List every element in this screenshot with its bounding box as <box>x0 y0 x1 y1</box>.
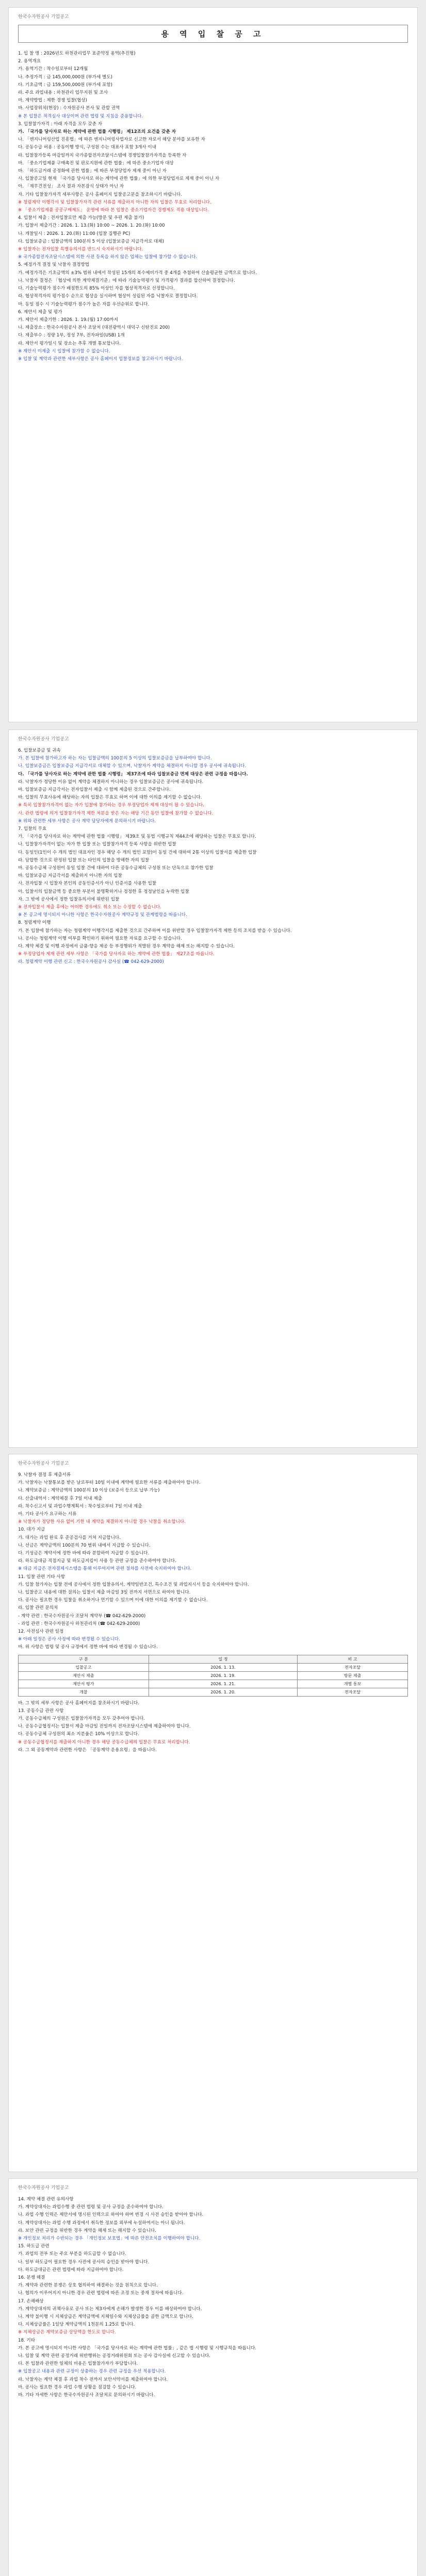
notice-line: 가. 대가는 과업 완료 후 준공검사를 거쳐 지급합니다. <box>18 1535 121 1540</box>
notice-line: 가. 낙찰자는 낙찰통보를 받은 날로부터 10일 이내에 계약에 필요한 서류를 제출하여야 합니다. <box>18 1480 201 1486</box>
notice-line: 9. 낙찰자 결정 후 제출서류 <box>18 1472 71 1478</box>
notice-line: 다. 본 입찰과 관련한 일체의 비용은 입찰참가자가 부담합니다. <box>18 2361 138 2367</box>
notice-line: 라. 낙찰자는 계약 체결 후 과업 착수 전까지 보안서약서를 제출하여야 합니다. <box>18 2377 168 2382</box>
notice-line: 나. 협의가 이루어지지 아니한 경우 관련 법령에 따른 조정 또는 중재 절차에 따릅니다. <box>18 2291 184 2296</box>
notice-line: 바. 입찰보증금 지급각서를 제출하지 아니한 자의 입찰 <box>18 873 122 879</box>
notice-line: 라. 제안서 평가일시 및 장소는 추후 개별 통보합니다. <box>18 341 121 346</box>
table-row <box>19 1663 408 1671</box>
notice-line: 가. 「국가를 당사자로 하는 계약에 관한 법률 시행령」 제12조의 요건을 갖춘 자 <box>18 129 176 135</box>
notice-line: 나. 입찰보증금은 입찰보증금 지급각서로 대체할 수 있으며, 낙찰자가 계약을 체결하지 아니할 경우 공사에 귀속됩니다. <box>18 764 247 769</box>
notice-line: 다. 기성금은 계약서에 정한 바에 따라 분할하여 지급할 수 있습니다. <box>18 1551 150 1556</box>
table-header: 구 분 <box>19 1655 149 1663</box>
notice-line: 가. 예정가격은 기초금액의 ±3% 범위 내에서 작성된 15개의 복수예비가격 중 4개를 추첨하여 산술평균한 금액으로 합니다. <box>18 270 257 276</box>
notice-line: 다. 공동수급체 구성원의 최소 지분율은 10% 이상으로 합니다. <box>18 1732 139 1737</box>
notice-line: 나. 「엔지니어링산업 진흥법」에 따른 엔지니어링사업자로 신고한 자로서 해당 분야를 보유한 자 <box>18 137 205 143</box>
notice-line: 바. 입찰의 무효사유에 해당하는 자의 입찰은 무효로 하며 이에 대한 이의를 제기할 수 없습니다. <box>18 795 202 801</box>
notice-line: 나. 계약 불이행 시 지체상금은 계약금액에 지체일수와 지체상금률을 곱한 금액으로 합니다. <box>18 2314 193 2320</box>
notice-line: 바. 기타 자세한 사항은 한국수자원공사 조달처로 문의하시기 바랍니다. <box>18 2393 155 2398</box>
notice-line: 라. 입찰참가등록 마감일까지 국가종합전자조달시스템에 경쟁입찰참가자격을 등록한 자 <box>18 152 187 158</box>
notice-line: ※ 입찰 및 계약과 관련한 세부사항은 공사 홈페이지 입찰정보를 참고하시기 바랍니다. <box>18 356 183 362</box>
notice-line: 바. 「하도급거래 공정화에 관한 법률」에 따른 부정당업자 제재 중이 아닌 자 <box>18 168 167 174</box>
notice-line: 가. 본 공고에 명시되지 아니한 사항은 「국가를 당사자로 하는 계약에 관한 법률」, 같은 법 시행령 및 시행규칙을 따릅니다. <box>18 2345 256 2351</box>
notice-line: 바. 그 밖의 세부 사항은 공사 홈페이지를 참조하시기 바랍니다. <box>18 1700 139 1706</box>
notice-line: 라. 입찰 관련 문의처 <box>18 1605 58 1611</box>
notice-line: 7. 입찰의 무효 <box>18 826 47 832</box>
notice-line: 가. 계약과 관련한 분쟁은 상호 협의하여 해결하는 것을 원칙으로 합니다. <box>18 2283 158 2289</box>
notice-page-1 <box>8 7 418 722</box>
notice-line: 라. 착수신고서 및 과업수행계획서 : 착수일로부터 7일 이내 제출 <box>18 1503 142 1509</box>
notice-line: 17. 손해배상 <box>18 2298 44 2304</box>
notice-line: 다. 산출내역서 : 계약체결 후 7일 이내 제출 <box>18 1496 103 1501</box>
notice-line: 다. 「국가를 당사자로 하는 계약에 관한 법률 시행령」 제37조에 따라 입찰보증금 면제 대상은 관련 규정을 따릅니다. <box>18 771 248 777</box>
notice-line: ※ 대금 지급은 전자결제시스템을 통해 이루어지며 관련 절차를 사전에 숙지하여야 합니다. <box>18 1566 192 1572</box>
notice-line: 자. 그 밖에 공사에서 정한 입찰유의서에 위반된 입찰 <box>18 896 120 902</box>
notice-line: 가. 본 입찰에 참가하는 자는 청렴계약 이행각서를 제출한 것으로 간주하며 이를 위반할 경우 입찰참가자격 제한 등의 조치를 받을 수 있습니다. <box>18 928 292 934</box>
notice-line: 15. 하도급 관련 <box>18 2244 50 2249</box>
notice-line: 라. 담합한 것으로 판정된 입찰 또는 타인의 입찰을 방해한 자의 입찰 <box>18 857 150 863</box>
notice-line: 가. 본 입찰에 참가하고자 하는 자는 입찰금액의 100분의 5 이상의 입찰보증금을 납부하여야 합니다. <box>18 756 212 761</box>
notice-line: 다. 기초금액 : 금 159,500,000원 (부가세 포함) <box>18 82 113 88</box>
notice-line: - 과업 관련 : 한국수자원공사 하천관리처 (☎ 042-629-2000) <box>18 1621 140 1626</box>
table-cell: 전자조달 <box>298 1663 408 1671</box>
notice-line: 라. 그 외 공동계약과 관련한 사항은 「공동계약 운용요령」을 따릅니다. <box>18 1747 157 1753</box>
notice-line: 6. 제안서 제출 및 평가 <box>18 309 62 315</box>
notice-line: ※ 개인정보 처리가 수반되는 경우 「개인정보 보호법」에 따른 안전조치를 이행하여야 합니다. <box>18 2236 201 2242</box>
table-header: 비 고 <box>298 1655 408 1663</box>
notice-line: 가. 용역기간 : 착수일로부터 12개월 <box>18 66 88 72</box>
notice-line: 가. 계약상대자의 귀책사유로 공사 또는 제3자에게 손해가 발생한 경우 이를 배상하여야 합니다. <box>18 2306 202 2312</box>
table-cell: 2026. 1. 21. <box>149 1680 298 1688</box>
notice-line: 2. 용역개요 <box>18 59 41 64</box>
notice-line: 다. 공동수급 허용 : 공동이행 방식, 구성원 수는 대표사 포함 3개사 이내 <box>18 145 157 150</box>
notice-line: 다. 지체상금률은 1일당 계약금액의 1천분의 1.25로 합니다. <box>18 2322 135 2328</box>
notice-line: ※ 아래 일정은 공사 사정에 따라 변경될 수 있습니다. <box>18 1637 120 1642</box>
notice-body <box>18 2196 408 2399</box>
notice-line: 마. 입찰보증금 지급각서는 전자입찰서 제출 시 함께 제출된 것으로 간주합니다. <box>18 787 171 793</box>
notice-line: 다. 하도급대금은 관련 법령에 따라 지급하여야 합니다. <box>18 2267 124 2273</box>
table-header: 일 정 <box>149 1655 298 1663</box>
table-cell: 2026. 1. 19. <box>149 1671 298 1680</box>
notice-line: 나. 낙찰자 결정은 「협상에 의한 계약체결기준」에 따라 기술능력평가 및 가격평가 결과를 합산하여 결정합니다. <box>18 278 235 283</box>
notice-body <box>18 747 408 967</box>
notice-line: ※ 국가종합전자조달시스템에 의한 사전 등록을 하지 않은 업체는 입찰에 참가할 수 없습니다. <box>18 255 198 260</box>
notice-line: ※ 입찰자는 전자입찰 특별유의서를 반드시 숙지하시기 바랍니다. <box>18 247 143 252</box>
notice-line: 다. 입찰보증금 : 입찰금액의 100분의 5 이상 (입찰보증금 지급각서로 대체) <box>18 239 164 244</box>
notice-line: 가. 입찰 참가자는 입찰 전에 공사에서 정한 입찰유의서, 계약일반조건, 특수조건 및 과업지시서 등을 숙지하여야 합니다. <box>18 1582 249 1587</box>
notice-body <box>18 50 408 363</box>
notice-line: 나. 일부 하도급이 필요한 경우 사전에 공사의 승인을 받아야 합니다. <box>18 2259 150 2265</box>
notice-line: 나. 입찰참가자격이 없는 자가 한 입찰 또는 입찰참가자격 등록 사항을 위반한 입찰 <box>18 842 176 848</box>
table-row <box>19 1688 408 1696</box>
notice-line: 나. 입찰공고 내용에 대한 질의는 입찰서 제출 마감일 3일 전까지 서면으로 하여야 합니다. <box>18 1590 191 1596</box>
notice-line: ※ 부정당업자 제재 관련 세부 사항은 「국가를 당사자로 하는 계약에 관한 법률」 제27조를 따릅니다. <box>18 952 215 957</box>
notice-line: ※ 제안서 미제출 시 입찰에 참가할 수 없습니다. <box>18 348 110 354</box>
org-line: 한국수자원공사 기업공고 <box>18 1461 69 1466</box>
notice-line: 8. 청렴계약 이행 <box>18 920 51 926</box>
notice-line: 다. 계약상대자는 과업 수행 과정에서 취득한 정보를 외부에 누설하여서는 아니 됩니다. <box>18 2220 185 2226</box>
notice-line: 1. 입 찰 명 : 2026년도 하천관리업무 표준약정 용역(추진형) <box>18 51 136 56</box>
notice-line: 가. 입찰서 제출기간 : 2026. 1. 13.(화) 10:00 ~ 2026. 1. 20.(화) 10:00 <box>18 223 165 229</box>
notice-line: 라. 보안 관련 규정을 위반한 경우 계약을 해제 또는 해지할 수 있습니다. <box>18 2228 156 2233</box>
notice-line: 6. 입찰보증금 및 귀속 <box>18 748 61 753</box>
notice-body <box>18 1471 408 1754</box>
notice-line: 나. 입찰 및 계약 관련 공정거래 위반행위는 공정거래위원회 또는 공사 감사실에 신고할 수 있습니다. <box>18 2353 211 2359</box>
notice-line: 라. 협상적격자의 평가점수 순으로 협상을 실시하며 협상이 성립된 자를 낙찰자로 결정합니다. <box>18 294 198 299</box>
notice-line: 나. 선금은 계약금액의 100분의 70 범위 내에서 지급할 수 있습니다. <box>18 1543 151 1548</box>
table-cell: 입찰공고 <box>19 1663 149 1671</box>
table-cell: 2026. 1. 13. <box>149 1663 298 1671</box>
notice-line: ※ 위와 관련한 세부 사항은 공사 계약 담당자에게 문의하시기 바랍니다. <box>18 818 156 824</box>
notice-line: 가. 계약상대자는 과업수행 중 관련 법령 및 공사 규정을 준수하여야 합니다. <box>18 2205 163 2210</box>
notice-page-3 <box>8 1454 418 2172</box>
notice-line: - 계약 관련 : 한국수자원공사 조달처 계약부 (☎ 042-629-2000) <box>18 1613 146 1619</box>
notice-line: 10. 대가 지급 <box>18 1527 45 1533</box>
notice-line: 가. 제안서 제출기한 : 2026. 1. 19.(월) 17:00까지 <box>18 317 119 323</box>
notice-line: ※ 전자입찰서 제출 후에는 어떠한 경우에도 취소 또는 수정할 수 없습니다. <box>18 905 161 910</box>
table-cell: 제안서 제출 <box>19 1671 149 1680</box>
notice-line: 마. 위 사항은 법령 및 공사 규정에서 정한 바에 따라 변경될 수 있습니다. <box>18 1645 158 1650</box>
notice-line: 자. 기타 입찰참가자격 세부사항은 공사 홈페이지 입찰공고문을 참조하시기 바랍니다. <box>18 192 182 197</box>
notice-page-4 <box>8 2178 418 2576</box>
table-cell: 전자조달 <box>298 1688 408 1696</box>
notice-line: ※ 지체상금은 계약보증금 상당액을 한도로 합니다. <box>18 2330 116 2335</box>
table-cell: 개찰 <box>19 1688 149 1696</box>
notice-line: 라. 주요 과업내용 : 하천관리 업무지원 및 조사 <box>18 90 108 96</box>
notice-line: 나. 계약보증금 : 계약금액의 100분의 10 이상 (보증서 등으로 납부 가능) <box>18 1488 160 1494</box>
notice-line: 가. 공동수급체의 구성원은 입찰참가자격을 모두 갖추어야 합니다. <box>18 1716 145 1722</box>
notice-line: 다. 제출부수 : 정량 1부, 정성 7부, 전자파일(USB) 1개 <box>18 333 125 338</box>
notice-line: 사. 관련 법령에 의거 입찰참가자격 제한 처분을 받은 자는 해당 기간 동안 입찰에 참가할 수 없습니다. <box>18 810 214 816</box>
notice-line: 사. 전자입찰 시 입찰자 본인의 공동인증서가 아닌 인증서를 사용한 입찰 <box>18 881 157 887</box>
notice-line: 가. 「국가를 당사자로 하는 계약에 관한 법률 시행령」 제39조 및 동법 시행규칙 제44조에 해당하는 입찰은 무효로 합니다. <box>18 834 256 840</box>
notice-line: 나. 제출장소 : 한국수자원공사 본사 조달처 (대전광역시 대덕구 신탄진로 200) <box>18 325 170 331</box>
notice-line: 나. 개찰일시 : 2026. 1. 20.(화) 11:00 (입찰 집행관 PC) <box>18 231 130 236</box>
notice-line: 아. 입찰서의 입찰금액 등 중요한 부분이 불명확하거나 정정한 후 정정날인을 누락한 입찰 <box>18 889 189 894</box>
notice-line: 라. 하도급대금 직접지급 및 하도급지킴이 사용 등 관련 규정을 준수하여야 합니다. <box>18 1558 176 1564</box>
notice-line: 5. 예정가격 결정 및 낙찰자 결정방법 <box>18 262 90 268</box>
notice-line: 11. 입찰 관련 기타 사항 <box>18 1574 65 1580</box>
page-title: 용 역 입 찰 공 고 <box>18 25 408 43</box>
notice-line: 4. 입찰서 제출 : 전자입찰로만 제출 가능(방문 및 우편 제출 불가) <box>18 215 144 221</box>
table-cell: 개별 통보 <box>298 1680 408 1688</box>
notice-line: 나. 공사는 청렴계약 이행 여부를 확인하기 위하여 필요한 자료를 요구할 수 있습니다. <box>18 936 182 941</box>
notice-page-2 <box>8 730 418 1448</box>
notice-line: ※ 낙찰자가 정당한 사유 없이 기한 내 계약을 체결하지 아니할 경우 낙찰을 취소합니다. <box>18 1519 186 1525</box>
org-line: 한국수자원공사 기업공고 <box>18 737 69 742</box>
notice-line: 18. 기타 <box>18 2337 36 2343</box>
notice-line: 16. 분쟁 해결 <box>18 2275 45 2281</box>
table-cell: 제안서 평가 <box>19 1680 149 1688</box>
notice-line: ※ 입찰공고 내용과 관련 규정이 상충하는 경우 관련 규정을 우선 적용합니다. <box>18 2369 166 2375</box>
table-cell: 방문 제출 <box>298 1671 408 1680</box>
notice-line: 13. 공동수급 관련 사항 <box>18 1708 64 1714</box>
notice-line: 마. 「중소기업제품 구매촉진 및 판로지원에 관한 법률」에 따른 중소기업자 대상 <box>18 160 174 166</box>
table-cell: 2026. 1. 20. <box>149 1688 298 1696</box>
notice-line: 마. 공동수급체 구성원이 동일 입찰 건에 대하여 다른 공동수급체의 구성원 또는 단독으로 참가한 입찰 <box>18 866 214 871</box>
notice-line: 마. 동일 점수 시 기술능력평가 점수가 높은 자를 우선순위로 합니다. <box>18 301 150 307</box>
table-row <box>19 1671 408 1680</box>
org-line: 한국수자원공사 기업공고 <box>18 14 69 20</box>
notice-line: 다. 공사는 필요한 경우 입찰을 취소하거나 연기할 수 있으며 이에 대한 이의를 제기할 수 없습니다. <box>18 1598 208 1603</box>
notice-line: 가. 과업의 전부 또는 주요 부분을 하도급할 수 없습니다. <box>18 2251 126 2257</box>
notice-line: 다. 기술능력평가 점수가 배점한도의 85% 이상인 자를 협상적격자로 선정합니다. <box>18 286 175 292</box>
notice-line: 나. 공동수급협정서는 입찰서 제출 마감일 전일까지 전자조달시스템에 제출하여야 합니다. <box>18 1724 191 1730</box>
notice-line: ※ 청렴계약 이행각서 및 입찰참가자격 관련 서류를 제출하지 아니한 자의 입찰은 무효로 처리합니다. <box>18 199 211 205</box>
notice-line: ※ 「중소기업제품 공공구매제도」 운영에 따라 본 입찰은 중소기업자간 경쟁제도 적용 대상입니다. <box>18 208 209 213</box>
notice-line: 다. 동일인(1인이 수 개의 법인 대표자인 경우 해당 수 개의 법인 포함)이 동일 건에 대하여 2통 이상의 입찰서를 제출한 입찰 <box>18 850 257 855</box>
notice-line: 라. 청렴계약 이행 관련 신고 : 한국수자원공사 감사실 (☎ 042-629-2000) <box>18 959 164 965</box>
notice-line: 아. 「재무건전성」 조사 결과 자본잠식 상태가 아닌 자 <box>18 184 124 190</box>
notice-line: 사. 입찰공고일 현재 「국가를 당사자로 하는 계약에 관한 법률」에 의한 부정당업자로 제재 중이 아닌 자 <box>18 176 220 182</box>
notice-line: ※ 본 입찰은 적격심사 대상이며 관련 법령 및 지침을 준용합니다. <box>18 113 143 119</box>
notice-line: 마. 공사는 필요한 경우 과업 수행 상황을 점검할 수 있습니다. <box>18 2384 137 2390</box>
org-line: 한국수자원공사 기업공고 <box>18 2185 69 2191</box>
notice-line: 14. 계약 체결 관련 유의사항 <box>18 2197 74 2202</box>
notice-line: 라. 낙찰자가 정당한 이유 없이 계약을 체결하지 아니하는 경우 입찰보증금은 공사에 귀속됩니다. <box>18 779 204 785</box>
table-row <box>19 1680 408 1688</box>
notice-line: ※ 공동수급협정서를 제출하지 아니한 경우 해당 공동수급체의 입찰은 무효로 처리합니다. <box>18 1739 190 1745</box>
notice-line: ※ 본 공고에 명시되지 아니한 사항은 한국수자원공사 계약규정 및 관계법령을 따릅니다. <box>18 912 187 918</box>
schedule-table <box>18 1655 408 1697</box>
notice-line: ※ 특히 입찰참가자격이 없는 자가 입찰에 참가하는 경우 부정당업자 제재 대상이 될 수 있습니다. <box>18 803 204 808</box>
notice-line: 마. 계약방법 : 제한 경쟁 입찰(협상) <box>18 98 87 104</box>
notice-line: 나. 과업 수행 인력은 제안서에 명시된 인력으로 하여야 하며 변경 시 사전 승인을 받아야 합니다. <box>18 2212 204 2218</box>
notice-line: 3. 입찰참가자격 : 아래 자격을 모두 갖춘 자 <box>18 121 103 127</box>
notice-line: 다. 계약 체결 및 이행 과정에서 금품·향응 제공 등 부정행위가 적발된 경우 계약을 해제 또는 해지할 수 있습니다. <box>18 944 235 950</box>
notice-line: 마. 기타 공사가 요구하는 서류 <box>18 1512 77 1517</box>
notice-line: 나. 추정가격 : 금 145,000,000원 (부가세 별도) <box>18 74 113 80</box>
notice-line: 바. 사업장위치(현장) : 수자원공사 본사 및 관할 권역 <box>18 106 120 111</box>
notice-line: 12. 사전심사 관련 일정 <box>18 1629 64 1635</box>
